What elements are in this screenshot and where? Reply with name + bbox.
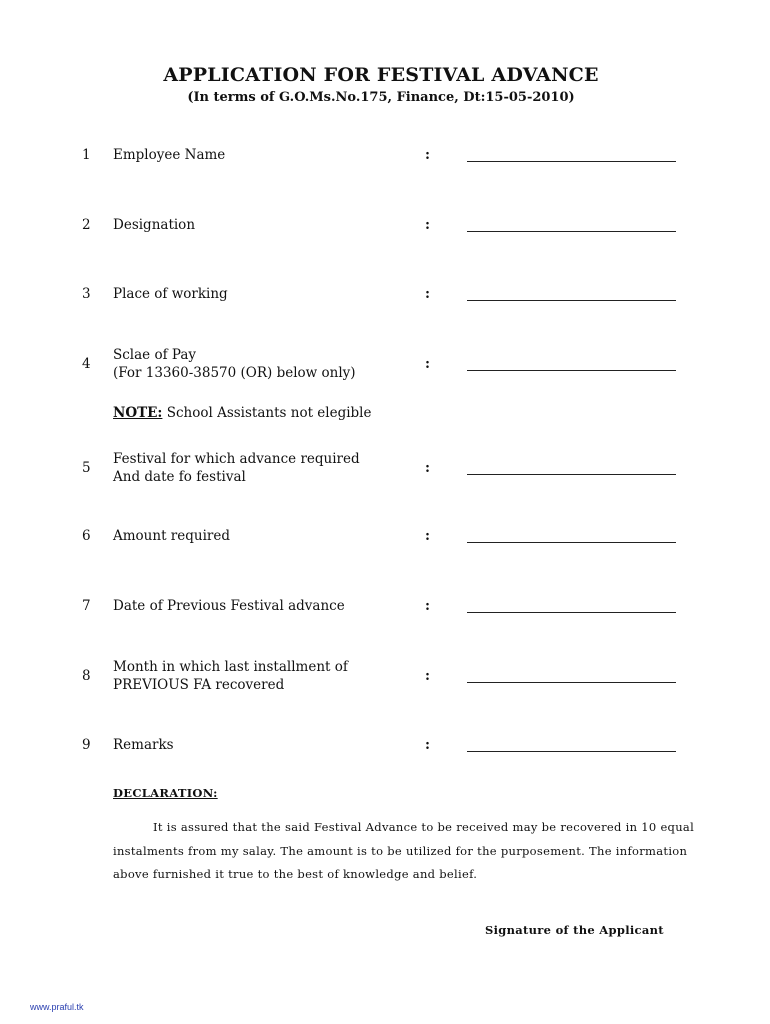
scale-of-pay-blank-line[interactable] (467, 370, 676, 371)
field-number: 8 (82, 668, 91, 684)
remarks-blank-line[interactable] (467, 751, 676, 752)
place-of-working-blank-line[interactable] (467, 300, 676, 301)
field-label (113, 658, 413, 694)
field-label-line: Designation (113, 217, 196, 233)
designation-blank-line[interactable] (467, 231, 676, 232)
field-label-line: And date fo festival (113, 469, 246, 485)
field-label-line: Date of Previous Festival advance (113, 598, 345, 614)
field-number: 6 (82, 528, 91, 544)
field-label-line: Place of working (113, 286, 228, 302)
field-label-line: Sclae of Pay (113, 347, 197, 363)
note-key: NOTE: (113, 405, 163, 421)
field-row-place-of-working (0, 274, 770, 314)
field-number: 5 (82, 460, 91, 476)
eligibility-note (113, 405, 372, 421)
note-text: School Assistants not elegible (162, 405, 372, 421)
field-label (113, 216, 413, 234)
field-label-line: Employee Name (113, 147, 226, 163)
field-row-amount-required (0, 516, 770, 556)
field-label (113, 597, 413, 615)
field-row-designation (0, 205, 770, 245)
employee-name-blank-line[interactable] (467, 161, 676, 162)
field-row-last-installment-month (0, 656, 770, 696)
field-label (113, 285, 413, 303)
field-label (113, 736, 413, 754)
field-label-line: PREVIOUS FA recovered (113, 677, 285, 693)
field-number: 2 (82, 217, 91, 233)
field-number: 4 (82, 356, 91, 372)
field-number: 7 (82, 598, 91, 614)
festival-blank-line[interactable] (467, 474, 676, 475)
field-colon: : (425, 217, 430, 233)
field-colon: : (425, 286, 430, 302)
declaration-line: instalments from my salay. The amount is to be utilized for the purposement. The information (113, 843, 688, 858)
footer-website-link[interactable]: www.praful.tk (30, 1002, 84, 1012)
field-row-previous-festival-advance (0, 586, 770, 626)
last-installment-month-blank-line[interactable] (467, 682, 676, 683)
field-label-line: Remarks (113, 737, 174, 753)
field-number: 1 (82, 147, 91, 163)
form-title: APPLICATION FOR FESTIVAL ADVANCE (163, 64, 599, 86)
field-label (113, 527, 413, 545)
field-label (113, 146, 413, 164)
field-colon: : (425, 598, 430, 614)
signature-label: Signature of the Applicant (485, 923, 664, 937)
form-subtitle: (In terms of G.O.Ms.No.175, Finance, Dt:15-05-2010) (187, 90, 575, 105)
field-number: 3 (82, 286, 91, 302)
field-colon: : (425, 528, 430, 544)
field-colon: : (425, 147, 430, 163)
field-label (113, 346, 413, 382)
field-colon: : (425, 460, 430, 476)
field-row-remarks (0, 725, 770, 765)
field-number: 9 (82, 737, 91, 753)
declaration-line: above furnished it true to the best of knowledge and belief. (113, 867, 478, 881)
declaration-heading: DECLARATION: (113, 786, 218, 800)
field-label-line: (For 13360-38570 (OR) below only) (113, 365, 356, 381)
field-colon: : (425, 356, 430, 372)
field-label-line: Amount required (113, 528, 230, 544)
field-row-scale-of-pay (0, 344, 770, 384)
field-label (113, 450, 413, 486)
declaration-line: It is assured that the said Festival Advance to be received may be recovered in 10 equal (153, 820, 695, 834)
field-colon: : (425, 668, 430, 684)
amount-required-blank-line[interactable] (467, 542, 676, 543)
field-colon: : (425, 737, 430, 753)
field-label-line: Month in which last installment of (113, 659, 348, 675)
declaration-body (113, 816, 698, 887)
previous-festival-advance-blank-line[interactable] (467, 612, 676, 613)
field-label-line: Festival for which advance required (113, 451, 360, 467)
field-row-festival (0, 448, 770, 488)
field-row-employee-name (0, 135, 770, 175)
